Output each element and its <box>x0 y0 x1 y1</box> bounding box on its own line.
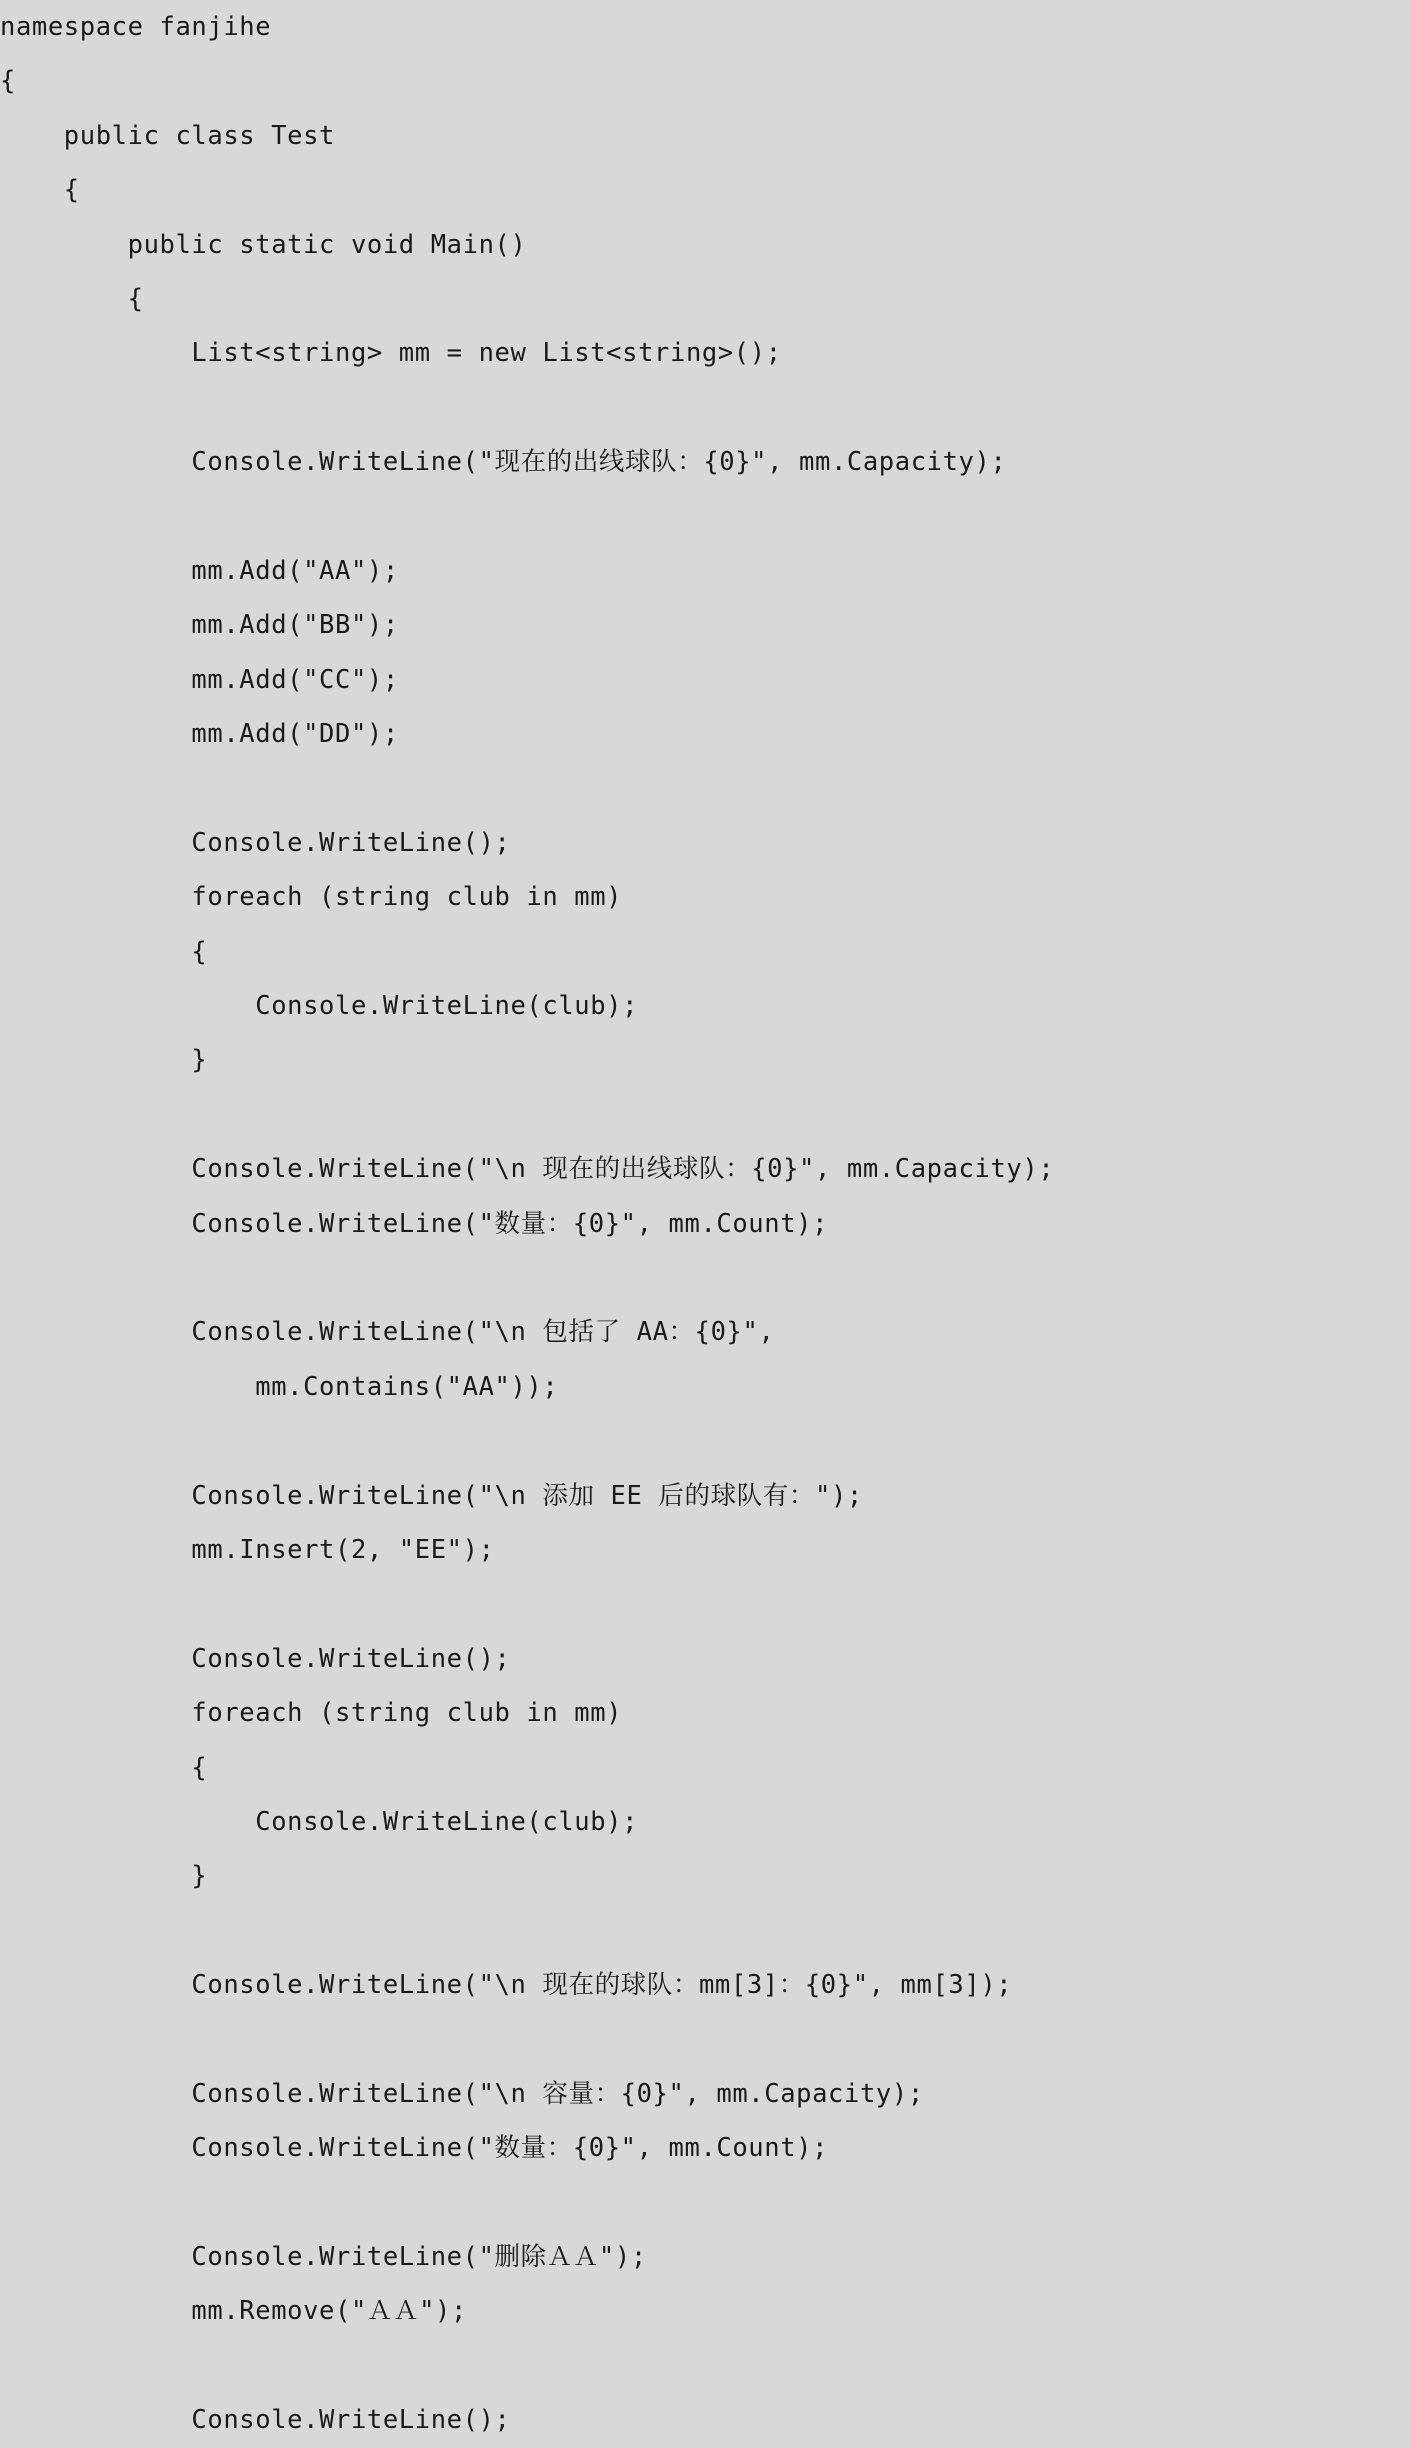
code-line: Console.WriteLine("数量：{0}", mm.Count); <box>0 1208 829 1239</box>
code-line: Console.WriteLine(); <box>0 1643 511 1674</box>
code-line: } <box>0 1861 208 1892</box>
code-line <box>0 2176 1411 2230</box>
code-line <box>0 381 1411 435</box>
code-line: { <box>0 175 80 206</box>
code-line <box>0 1088 1411 1142</box>
code-line: Console.WriteLine(); <box>0 2405 511 2436</box>
code-line <box>0 1577 1411 1631</box>
code-line: Console.WriteLine(); <box>0 827 511 858</box>
code-line: foreach (string club in mm) <box>0 1698 623 1729</box>
code-line: Console.WriteLine("\n 现在的出线球队：{0}", mm.Capacity); <box>0 1154 1055 1185</box>
code-line: Console.WriteLine(club); <box>0 991 639 1022</box>
code-line <box>0 1251 1411 1305</box>
code-line <box>0 2339 1411 2393</box>
code-line: Console.WriteLine("现在的出线球队：{0}", mm.Capacity); <box>0 447 1007 478</box>
code-line: Console.WriteLine("\n 包括了 AA：{0}", <box>0 1317 775 1348</box>
code-line: public class Test <box>0 120 335 151</box>
code-line: Console.WriteLine("\n 添加 EE 后的球队有："); <box>0 1480 863 1511</box>
code-line <box>0 490 1411 544</box>
code-line: namespace fanjihe <box>0 12 272 42</box>
code-line: mm.Remove("ＡＡ"); <box>0 2296 467 2327</box>
code-line: List<string> mm = new List<string>(); <box>0 338 782 369</box>
code-line <box>0 2012 1411 2066</box>
code-line: Console.WriteLine("删除ＡＡ"); <box>0 2242 647 2273</box>
code-line: public static void Main() <box>0 229 527 260</box>
code-line: mm.Add("DD"); <box>0 719 399 750</box>
code-line: { <box>0 66 16 97</box>
code-line: Console.WriteLine("\n 现在的球队：mm[3]：{0}", mm[3]); <box>0 1970 1013 2001</box>
code-line: mm.Add("BB"); <box>0 610 399 641</box>
code-line: mm.Contains("AA")); <box>0 1371 559 1402</box>
code-line <box>0 1414 1411 1468</box>
code-line <box>0 761 1411 815</box>
code-line: foreach (string club in mm) <box>0 882 623 913</box>
code-line: mm.Add("CC"); <box>0 664 399 695</box>
code-line: { <box>0 283 144 314</box>
code-line: Console.WriteLine(club); <box>0 1806 639 1837</box>
code-line: } <box>0 1045 208 1076</box>
code-line: mm.Insert(2, "EE"); <box>0 1534 495 1565</box>
code-line: Console.WriteLine("数量：{0}", mm.Count); <box>0 2133 829 2164</box>
code-line: mm.Add("AA"); <box>0 555 399 586</box>
code-line: Console.WriteLine("\n 容量：{0}", mm.Capacity); <box>0 2078 924 2109</box>
code-line <box>0 1904 1411 1958</box>
code-line: { <box>0 936 208 967</box>
code-line: { <box>0 1752 208 1783</box>
